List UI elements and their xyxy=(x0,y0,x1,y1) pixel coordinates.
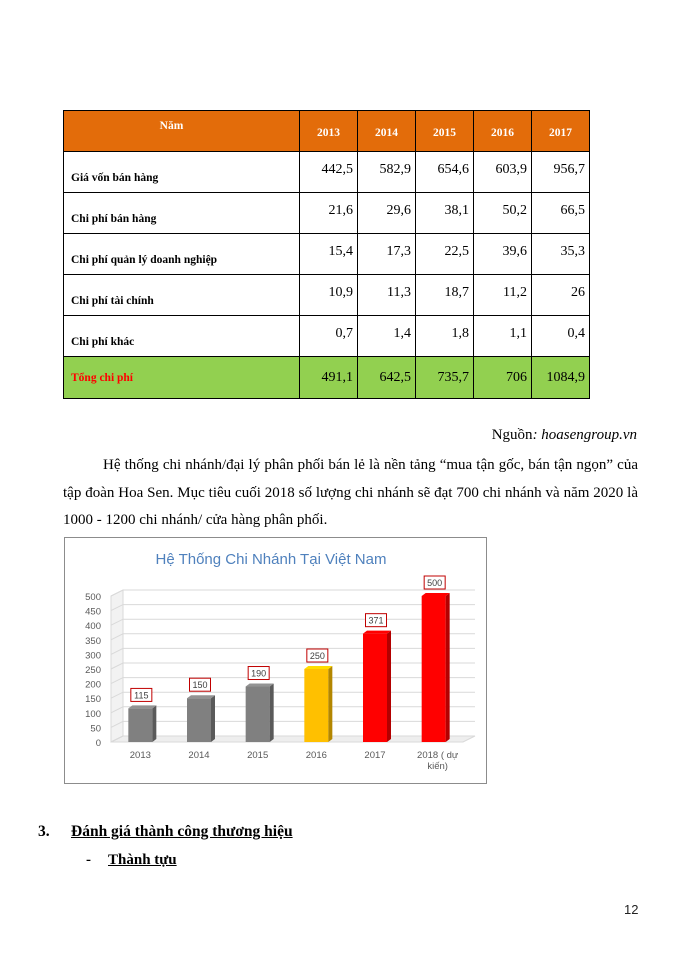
x-tick-label: 2017 xyxy=(364,750,386,761)
table-cell: 26 xyxy=(532,275,590,316)
chart-title: Hệ Thống Chi Nhánh Tại Việt Nam xyxy=(155,551,387,568)
data-label: 371 xyxy=(368,615,384,626)
table-total-row xyxy=(64,357,590,399)
table-header-year: 2016 xyxy=(474,111,532,152)
chart-bar-top xyxy=(422,593,450,596)
table-cell: 17,3 xyxy=(358,234,416,275)
chart-gridline xyxy=(111,707,475,713)
table-header-row xyxy=(64,111,590,152)
chart-floor xyxy=(111,736,475,742)
chart-canvas xyxy=(65,538,488,785)
table-cell: 21,6 xyxy=(300,193,358,234)
table-header-year: 2015 xyxy=(416,111,474,152)
data-label: 190 xyxy=(251,668,267,679)
y-tick-label: 100 xyxy=(85,708,101,720)
table-cell: 35,3 xyxy=(532,234,590,275)
data-label: 250 xyxy=(309,651,325,661)
chart-gridline xyxy=(111,619,475,625)
y-tick-label: 400 xyxy=(85,621,101,633)
chart-bar xyxy=(187,698,211,742)
table-header-label: Năm xyxy=(64,111,300,152)
table-cell: 18,7 xyxy=(416,275,474,316)
table-header-year: 2014 xyxy=(358,111,416,152)
total-cell: 706 xyxy=(474,357,532,399)
chart-bar-top xyxy=(128,705,156,708)
chart-gridline xyxy=(111,721,475,727)
row-label: Chi phí quản lý doanh nghiệp xyxy=(64,234,300,275)
chart-bar-top xyxy=(363,631,391,634)
table-cell: 39,6 xyxy=(474,234,532,275)
table-cell: 11,2 xyxy=(474,275,532,316)
table-row xyxy=(64,152,590,193)
chart-bar xyxy=(128,708,152,742)
page-number: 12 xyxy=(624,902,639,917)
x-tick-label: 2015 xyxy=(247,750,269,761)
y-tick-label: 200 xyxy=(85,679,101,691)
x-tick-label: kiến) xyxy=(427,761,448,772)
body-paragraph: Hệ thống chi nhánh/đại lý phân phối bán lẻ là nền tảng “mua tận gốc, bán tận ngọn” của tập đoàn Hoa Sen. Mục tiêu cuối 2018 số lượng chi nhánh sẽ đạt 700 chi nhánh và năm 2020 là 1000 - 1200 chi nhánh/ cửa hàng phân phối. xyxy=(63,457,638,528)
total-cell: 642,5 xyxy=(358,357,416,399)
cost-table xyxy=(63,110,590,399)
chart-gridline xyxy=(111,663,475,669)
table-cell: 582,9 xyxy=(358,152,416,193)
section-title: Đánh giá thành công thương hiệu xyxy=(71,823,293,840)
source-site: : hoasengroup.vn xyxy=(532,427,637,443)
y-tick-label: 350 xyxy=(85,635,101,647)
y-tick-label: 150 xyxy=(85,694,101,706)
table-cell: 11,3 xyxy=(358,275,416,316)
y-tick-label: 500 xyxy=(85,592,101,603)
table-row xyxy=(64,234,590,275)
table-cell: 38,1 xyxy=(416,193,474,234)
row-label: Chi phí khác xyxy=(64,316,300,357)
source-line xyxy=(492,427,637,444)
chart-bar-side xyxy=(270,684,274,742)
section-number: 3. xyxy=(38,823,50,840)
bullet-dash: - xyxy=(86,852,91,868)
table-cell: 1,4 xyxy=(358,316,416,357)
chart-bar-top xyxy=(246,684,274,687)
chart-bar-side xyxy=(211,695,215,742)
total-cell: 1084,9 xyxy=(532,357,590,399)
row-label: Chi phí bán hàng xyxy=(64,193,300,234)
x-tick-label: 2016 xyxy=(305,750,327,761)
source-prefix: Nguồn xyxy=(491,427,533,443)
table-cell: 0,7 xyxy=(300,316,358,357)
chart-bar xyxy=(246,687,270,742)
chart-bar xyxy=(363,634,387,742)
row-label: Giá vốn bán hàng xyxy=(64,152,300,193)
table-row xyxy=(64,193,590,234)
table-cell: 1,8 xyxy=(416,316,474,357)
table-cell: 22,5 xyxy=(416,234,474,275)
table-cell: 29,6 xyxy=(358,193,416,234)
table-cell: 15,4 xyxy=(300,234,358,275)
chart-bar-side xyxy=(446,593,450,742)
branch-chart xyxy=(64,537,487,784)
table-cell: 66,5 xyxy=(532,193,590,234)
x-tick-label: 2018 ( dự xyxy=(417,750,459,761)
table-header-year: 2013 xyxy=(300,111,358,152)
bullet-text: Thành tựu xyxy=(108,852,177,868)
chart-bar-top xyxy=(187,695,215,698)
y-tick-label: 450 xyxy=(85,606,101,618)
table-cell: 654,6 xyxy=(416,152,474,193)
chart-bar-side xyxy=(328,666,332,742)
y-tick-label: 300 xyxy=(85,650,101,662)
x-tick-label: 2013 xyxy=(129,750,151,761)
chart-gridline xyxy=(111,678,475,684)
total-cell: 735,7 xyxy=(416,357,474,399)
y-tick-label: 250 xyxy=(85,665,101,676)
data-label: 150 xyxy=(192,680,208,691)
chart-gridline xyxy=(111,690,475,701)
y-tick-label: 0 xyxy=(95,738,101,749)
chart-bar xyxy=(422,596,446,742)
table-cell: 10,9 xyxy=(300,275,358,316)
chart-bar-top xyxy=(304,666,332,669)
chart-bar xyxy=(304,669,328,742)
total-label: Tổng chi phí xyxy=(64,357,300,399)
table-row xyxy=(64,275,590,316)
chart-gridline xyxy=(111,590,475,596)
chart-bar-side xyxy=(152,705,156,742)
chart-gridline xyxy=(111,634,475,640)
total-cell: 491,1 xyxy=(300,357,358,399)
y-tick-label: 50 xyxy=(90,723,101,735)
chart-bar-side xyxy=(387,631,391,742)
data-label: 115 xyxy=(134,690,149,701)
table-cell: 956,7 xyxy=(532,152,590,193)
table-cell: 0,4 xyxy=(532,316,590,357)
chart-gridline xyxy=(111,648,475,654)
table-cell: 50,2 xyxy=(474,193,532,234)
table-header-year: 2017 xyxy=(532,111,590,152)
x-tick-label: 2014 xyxy=(188,750,210,761)
data-label: 500 xyxy=(427,578,443,588)
row-label: Chi phí tài chính xyxy=(64,275,300,316)
table-row xyxy=(64,316,590,357)
chart-gridline xyxy=(111,605,475,611)
table-cell: 442,5 xyxy=(300,152,358,193)
table-cell: 603,9 xyxy=(474,152,532,193)
table-cell: 1,1 xyxy=(474,316,532,357)
